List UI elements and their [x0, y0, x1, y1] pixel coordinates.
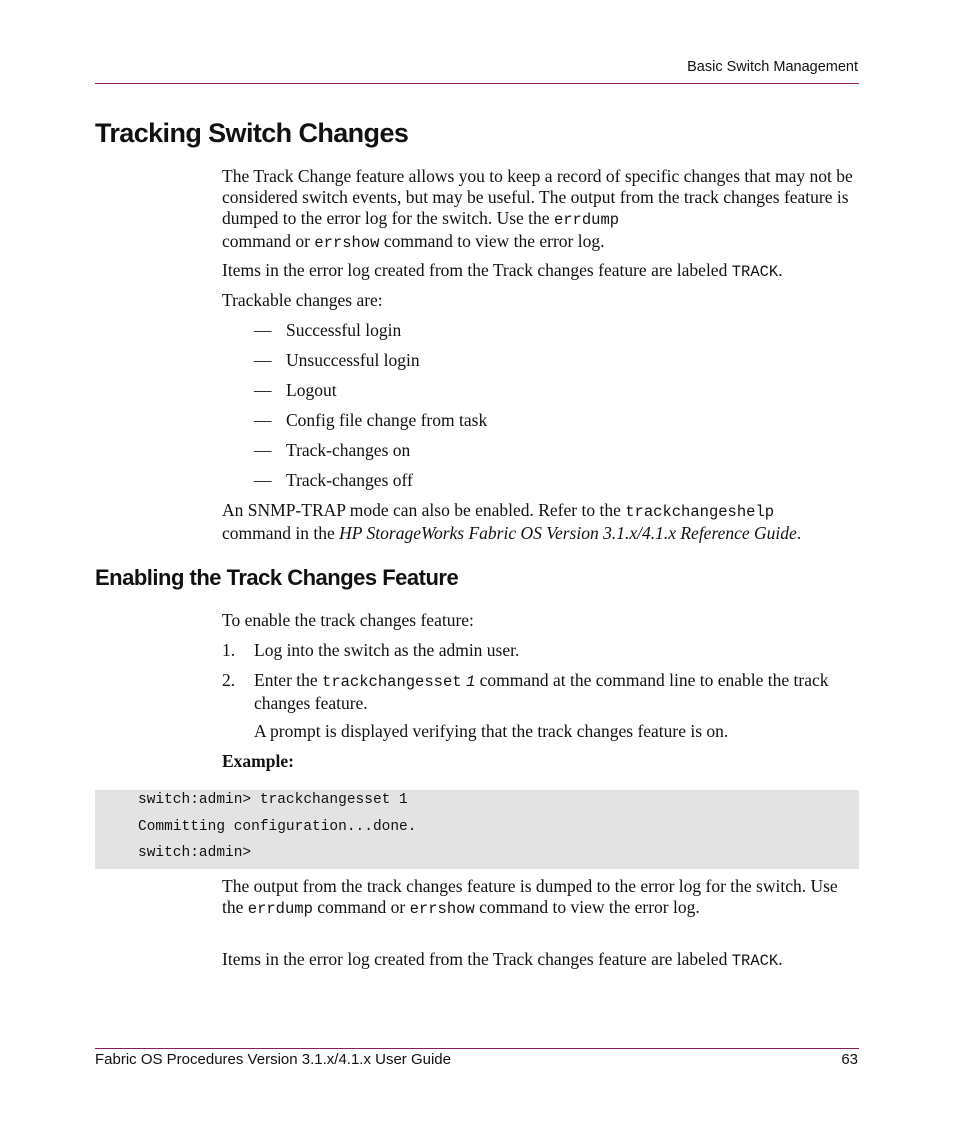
list-item: — Logout: [254, 380, 337, 400]
list-item: — Track-changes on: [254, 440, 411, 460]
footer-rule: [95, 1048, 859, 1049]
list-item: — Config file change from task: [254, 410, 488, 430]
label-track: TRACK: [731, 952, 779, 970]
list-item: — Unsuccessful login: [254, 350, 420, 370]
output-paragraph: The output from the track changes feature is dumped to the error log for the switch. Use the errdump command or errshow command to view the error log.: [222, 876, 838, 918]
command-argument: 1: [465, 673, 476, 691]
footer-title: Fabric OS Procedures Version 3.1.x/4.1.x User Guide: [95, 1051, 451, 1068]
step-item: [222, 640, 862, 661]
step-item: [222, 670, 862, 714]
snmp-paragraph: An SNMP-TRAP mode can also be enabled. Refer to the trackchangeshelp command in the HP StorageWorks Fabric OS Version 3.1.x/4.1.x Reference Guide.: [222, 500, 802, 543]
command-errshow: errshow: [314, 234, 380, 252]
labeled-paragraph: Items in the error log created from the Track changes feature are labeled TRACK.: [222, 260, 783, 281]
trackable-label: Trackable changes are:: [222, 290, 383, 310]
step-text: Log into the switch as the admin user.: [254, 640, 520, 660]
command-errdump: errdump: [247, 900, 313, 918]
code-line: switch:admin> trackchangesset 1: [138, 792, 408, 808]
step-number: 2.: [222, 670, 236, 690]
labeled-paragraph: Items in the error log created from the Track changes feature are labeled TRACK.: [222, 949, 783, 970]
intro-paragraph: The Track Change feature allows you to keep a record of specific changes that may not be considered switch events, but may be useful. The output from the track changes feature is dumped to the error log for the switch. Use the errdump command or errshow command to view the error log.: [222, 166, 853, 252]
enable-intro: To enable the track changes feature:: [222, 610, 474, 630]
running-header: Basic Switch Management: [687, 59, 858, 75]
section-heading-enabling: Enabling the Track Changes Feature: [95, 565, 459, 590]
code-line: switch:admin>: [138, 845, 252, 861]
label-track: TRACK: [731, 263, 779, 281]
command-errshow: errshow: [409, 900, 475, 918]
section-heading-tracking: Tracking Switch Changes: [95, 118, 409, 148]
prompt-note: A prompt is displayed verifying that the track changes feature is on.: [254, 721, 729, 741]
header-rule: [95, 83, 859, 84]
step-number: 1.: [222, 640, 236, 660]
step-text: Enter the trackchangesset 1 command at the command line to enable the track changes feature.: [254, 670, 829, 713]
code-line: Committing configuration...done.: [138, 819, 417, 835]
code-example: [95, 790, 859, 869]
reference-guide-title: HP StorageWorks Fabric OS Version 3.1.x/4.1.x Reference Guide: [339, 523, 797, 543]
command-trackchangeshelp: trackchangeshelp: [625, 503, 775, 521]
list-item: — Successful login: [254, 320, 402, 340]
list-item: — Track-changes off: [254, 470, 413, 490]
example-label: Example:: [222, 751, 294, 771]
command-errdump: errdump: [553, 211, 620, 229]
command-trackchangesset: trackchangesset: [322, 673, 462, 691]
page-number: 63: [841, 1051, 858, 1068]
